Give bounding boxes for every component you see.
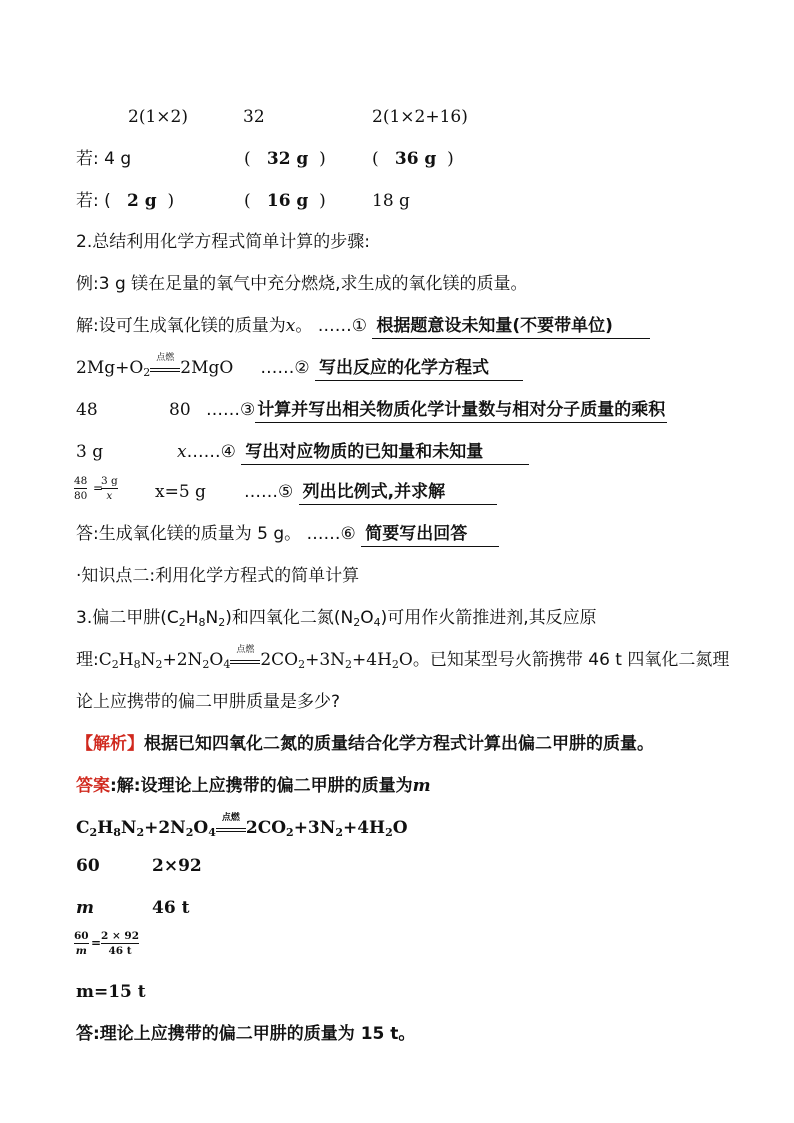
- answer-equation: $C_2H_8N_2+2N_2O_4$ 点燃 $2CO_2+3N_2+4H_2O$: [76, 812, 408, 839]
- answer-16g: 16 g: [266, 191, 309, 211]
- section2-title: 2.总结利用化学方程式简单计算的步骤:: [76, 232, 370, 252]
- answer-row-c: m: [76, 898, 94, 918]
- condition-arrow: 点燃: [230, 654, 260, 668]
- step5-result: x=5 g: [155, 482, 206, 502]
- step5-blank: 列出比例式,并求解: [299, 480, 497, 505]
- step1-line: 解:设可生成氧化镁的质量为x。 ……① 根据题意设未知量(不要带单位): [76, 314, 650, 339]
- table-row1-cell-h2o: ( 36 g ): [372, 149, 454, 169]
- question3-line3: 论上应携带的偏二甲肼质量是多少?: [76, 692, 341, 712]
- condition-arrow: 点燃: [150, 362, 180, 376]
- answer-row-a: 60: [76, 856, 100, 876]
- knowledge-point-heading: ·知识点二:利用化学方程式的简单计算: [76, 566, 360, 586]
- step3-line: ……③ 计算并写出相关物质化学计量数与相对分子质量的乘积: [206, 398, 667, 423]
- step3-a: 48: [76, 400, 98, 420]
- answer-row-d: 46 t: [152, 898, 190, 918]
- step4-blank: 写出对应物质的已知量和未知量: [241, 440, 529, 465]
- table-header-h2o: 2(1×2+16): [372, 107, 468, 127]
- condition-arrow: 点燃: [216, 822, 246, 836]
- step2-line: $2Mg+O_2$ 点燃 2MgO ……② 写出反应的化学方程式: [76, 356, 523, 385]
- step3-blank: 计算并写出相关物质化学计量数与相对分子质量的乘积: [255, 398, 667, 423]
- step1-blank: 根据题意设未知量(不要带单位): [372, 314, 650, 339]
- table-row1-label: 若: 4 g: [76, 149, 132, 169]
- answer-label: 答案: [76, 776, 110, 796]
- table-row2-cell-h2: 若: ( 2 g ): [76, 191, 175, 211]
- question3-line2: 理$:C_2H_8N_2+2N_2O_4$ 点燃 $2CO_2+3N_2+4H_2O$。已知某型号火箭携带 46 t 四氧化二氮理: [76, 644, 730, 671]
- analysis-line: 【解析】根据已知四氧化二氮的质量结合化学方程式计算出偏二甲肼的质量。: [76, 734, 654, 754]
- step5-line: ……⑤ 列出比例式,并求解: [244, 480, 497, 505]
- answer-proportion-equals: =: [91, 936, 102, 950]
- table-header-h2: 2(1×2): [128, 107, 188, 127]
- step2-blank: 写出反应的化学方程式: [315, 356, 523, 381]
- answer-proportion-left: 60 m: [74, 930, 89, 957]
- table-header-o2: 32: [243, 107, 265, 127]
- step3-b: 80: [169, 400, 191, 420]
- question3-line1: 3.偏二甲肼$(C_2H_8N_2)$和四氧化二氮$(N_2O_4)$可用作火箭推进剂,其反应原: [76, 608, 597, 629]
- step4-a: 3 g: [76, 442, 104, 462]
- answer-result: m=15 t: [76, 982, 146, 1002]
- table-row2-h2o: 18 g: [372, 191, 410, 211]
- answer-row-b: 2×92: [152, 856, 202, 876]
- proportion-equals: =: [93, 481, 104, 495]
- step4-line: x……④ 写出对应物质的已知量和未知量: [177, 440, 529, 465]
- proportion-right: 3 g x: [101, 475, 118, 502]
- answer-conclusion: 答:理论上应携带的偏二甲肼的质量为 15 t。: [76, 1024, 416, 1044]
- step6-blank: 简要写出回答: [361, 522, 499, 547]
- answer-36g: 36 g: [394, 149, 437, 169]
- table-row2-cell-o2: ( 16 g ): [244, 191, 326, 211]
- section2-example: 例:3 g 镁在足量的氧气中充分燃烧,求生成的氧化镁的质量。: [76, 274, 528, 294]
- proportion-left: 48 80: [74, 475, 88, 502]
- table-row1-cell-o2: ( 32 g ): [244, 149, 326, 169]
- step6-line: 答:生成氧化镁的质量为 5 g。 ……⑥ 简要写出回答: [76, 522, 499, 547]
- answer-proportion-right: 2 × 92 46 t: [101, 930, 140, 957]
- answer-32g: 32 g: [266, 149, 309, 169]
- answer-line: 答案:解:设理论上应携带的偏二甲肼的质量为m: [76, 776, 431, 796]
- analysis-label: 【解析】: [76, 734, 144, 754]
- answer-2g: 2 g: [126, 191, 157, 211]
